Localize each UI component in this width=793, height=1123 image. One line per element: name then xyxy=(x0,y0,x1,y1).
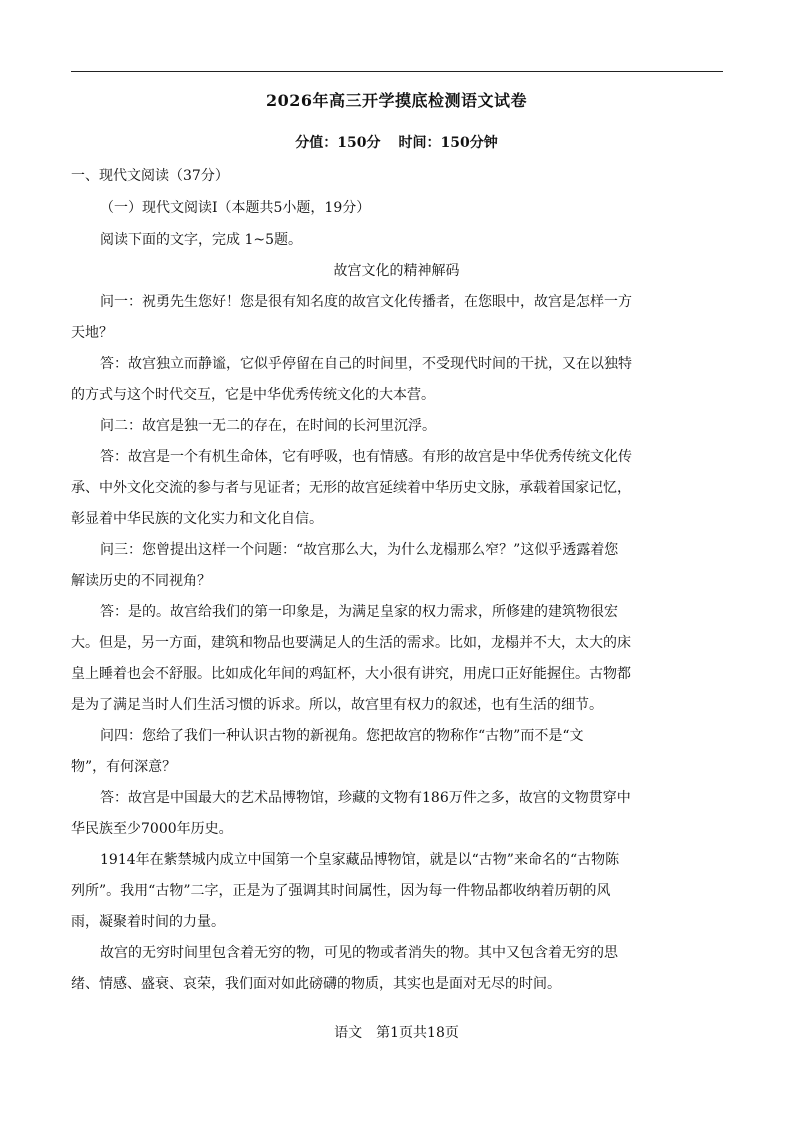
body-line: 故宫的无穷时间里包含着无穷的物，可见的物或者消失的物。其中又包含着无穷的思 xyxy=(100,945,618,961)
body-line: 承、中外文化交流的参与者与见证者；无形的故宫延续着中华历史文脉，承载着国家记忆， xyxy=(71,480,631,496)
body-line: 答：故宫是一个有机生命体，它有呼吸，也有情感。有形的故宫是中华优秀传统文化传 xyxy=(100,449,632,465)
body-line: 答：是的。故宫给我们的第一印象是，为满足皇家的权力需求，所修建的建筑物很宏 xyxy=(100,604,618,620)
body-line: 问二：故宫是独一无二的存在，在时间的长河里沉浮。 xyxy=(100,418,436,434)
body-line: 华民族至少7000年历史。 xyxy=(71,821,233,837)
page-footer: 语文 第1页共18页 xyxy=(334,1025,459,1041)
body-line: 是为了满足当时人们生活习惯的诉求。所以，故宫里有权力的叙述，也有生活的细节。 xyxy=(71,697,603,713)
reading-instruction: 阅读下面的文字，完成 1~5题。 xyxy=(100,232,302,248)
body-line: 问一：祝勇先生您好！您是很有知名度的故宫文化传播者，在您眼中，故宫是怎样一方 xyxy=(100,294,632,310)
body-line: 大。但是，另一方面，建筑和物品也要满足人的生活的需求。比如，龙榻并不大，太大的床 xyxy=(71,635,631,651)
body-line: 答：故宫独立而静谧，它似乎停留在自己的时间里，不受现代时间的干扰，又在以独特 xyxy=(100,356,632,372)
subsection-heading: （一）现代文阅读Ⅰ（本题共5小题，19分） xyxy=(100,200,371,216)
time-label: 时间：150分钟 xyxy=(398,135,498,151)
body-line: 天地？ xyxy=(71,325,113,341)
header-rule xyxy=(71,71,723,72)
exam-title: 2026年高三开学摸底检测语文试卷 xyxy=(265,91,528,110)
body-line: 雨，凝聚着时间的力量。 xyxy=(71,914,225,930)
section-heading: 一、现代文阅读（37分） xyxy=(71,168,229,184)
article-title: 故宫文化的精神解码 xyxy=(333,263,460,279)
body-line: 1914年在紫禁城内成立中国第一个皇家藏品博物馆，就是以“古物”来命名的“古物陈 xyxy=(100,852,620,868)
body-line: 问三：您曾提出这样一个问题：“故宫那么大，为什么龙榻那么窄？”这似乎透露着您 xyxy=(100,542,619,558)
body-line: 绪、情感、盛衰、哀荣，我们面对如此磅礴的物质，其实也是面对无尽的时间。 xyxy=(71,976,561,992)
body-line: 列所”。我用“古物”二字，正是为了强调其时间属性，因为每一件物品都收纳着历朝的风 xyxy=(71,883,611,899)
body-line: 答：故宫是中国最大的艺术品博物馆，珍藏的文物有186万件之多，故宫的文物贯穿中 xyxy=(100,790,631,806)
body-line: 物”，有何深意？ xyxy=(71,759,177,775)
body-line: 的方式与这个时代交互，它是中华优秀传统文化的大本营。 xyxy=(71,387,435,403)
body-line: 问四：您给了我们一种认识古物的新视角。您把故宫的物称作“古物”而不是“文 xyxy=(100,728,584,744)
score-label: 分值：150分 xyxy=(295,135,381,151)
body-line: 解读历史的不同视角？ xyxy=(71,573,211,589)
body-line: 皇上睡着也会不舒服。比如成化年间的鸡缸杯，大小很有讲究，用虎口正好能握住。古物都 xyxy=(71,666,631,682)
exam-meta xyxy=(0,132,793,152)
body-line: 彰显着中华民族的文化实力和文化自信。 xyxy=(71,511,323,527)
